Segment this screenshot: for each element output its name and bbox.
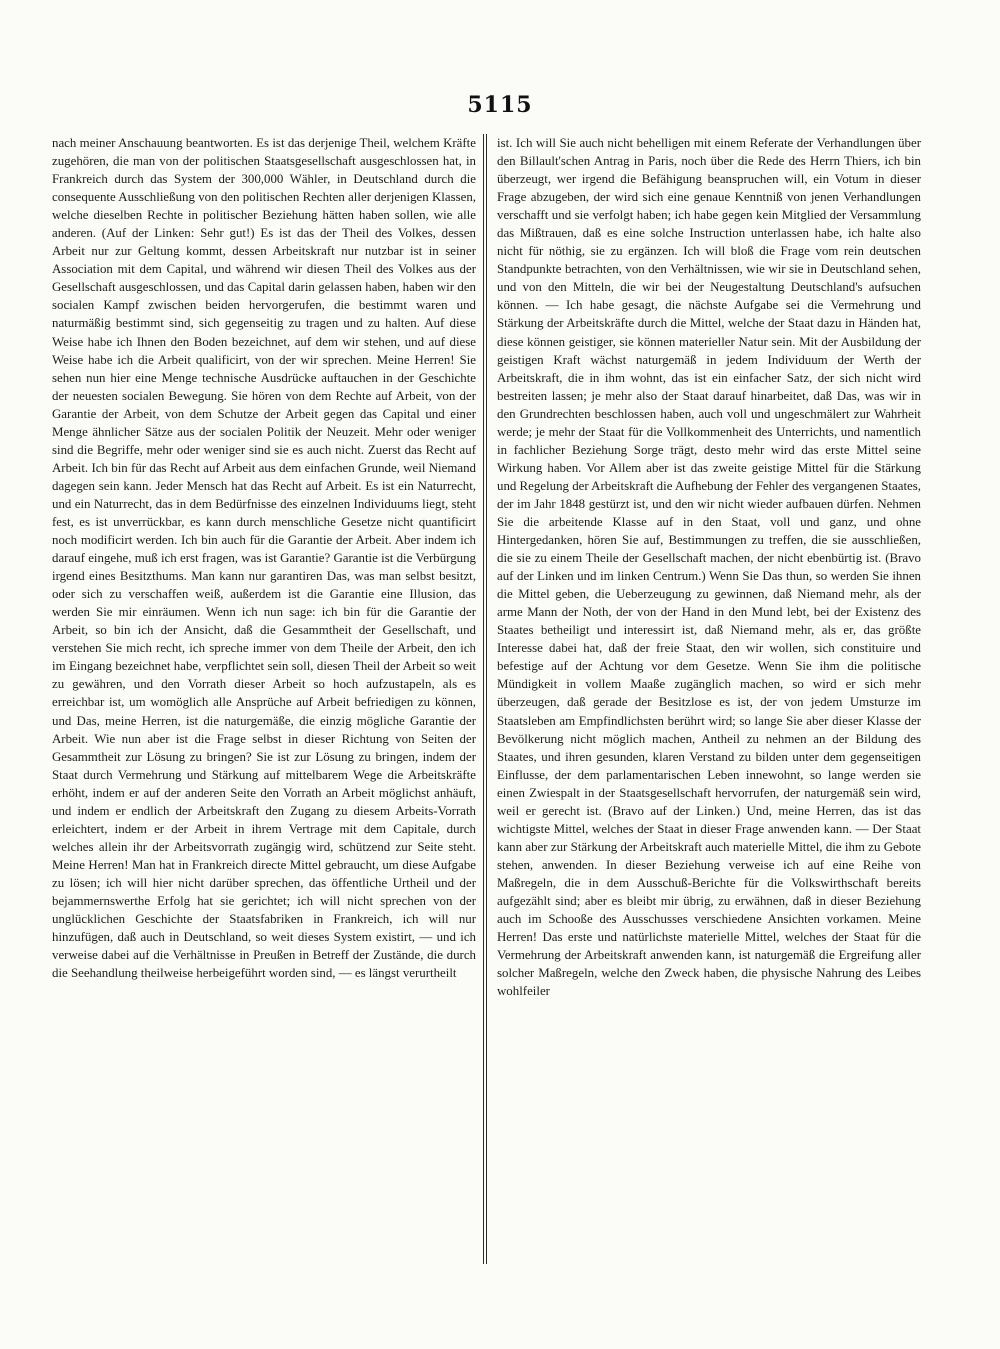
- right-column-text: ist. Ich will Sie auch nicht behelligen mit einem Referate der Verhandlungen über den Billault'schen Antrag in Paris, noch über die Rede des Herrn Thiers, ich bin überzeugt, wer irgend die Befähigung beanspruchen will, ein Votum in dieser Frage abzugeben, der wird sich eine genaue Kenntniß von jenen Verhandlungen verschafft und sie verfolgt haben; ich habe gegen kein Mitglied der Versammlung das Mißtrauen, daß es eine solche Instruction unterlassen habe, ich halte also nicht für nöthig, sie zu ergänzen. Ich will bloß die Frage vom rein deutschen Standpunkte betrachten, von den Verhältnissen, wie wir sie in Deutschland sehen, und von den Mitteln, die wir bei der Neugestaltung Deutschland's aufsuchen können. — Ich habe gesagt, die nächste Aufgabe sei die Vermehrung und Stärkung der Arbeitskräfte durch die Mittel, welche der Staat dazu in Händen hat, diese können geistiger, sie können materieller Natur sein. Mit der Ausbildung der geistigen Kraft wächst naturgemäß in jedem Individuum der Werth der Arbeitskraft, die in ihm wohnt, das ist ein einfacher Satz, der sich nicht wird bestreiten lassen; je mehr also der Staat darauf hinarbeitet, daß Das, was wir in den Grundrechten beschlossen haben, auch voll und ungeschmälert zur Wahrheit werde; je mehr der Staat für die Vollkommenheit des Unterrichts, und namentlich in fachlicher Beziehung Sorge trägt, desto mehr wird das erste Mittel seine Wirkung haben. Vor Allem aber ist das zweite geistige Mittel für die Stärkung und Regelung der Arbeitskraft die Aufhebung der Fehler des vergangenen Staates, der im Jahr 1848 gestürzt ist, und den wir nicht wieder aufbauen dürfen. Nehmen Sie die arbeitende Klasse auf in den Staat, voll und ganz, und ohne Hintergedanken, hören Sie auf, Bestimmungen zu treffen, die sie ausschließen, die sie zu einem Theile der Gesellschaft machen, der nicht ebenbürtig ist. (Bravo auf der Linken und im linken Centrum.) Wenn Sie Das thun, so werden Sie ihnen die Mittel geben, die Ueberzeugung zu gewinnen, daß Niemand mehr, als der arme Mann der Noth, der von der Hand in den Mund lebt, bei der Existenz des Staates betheiligt und interessirt ist, daß Niemand mehr, als er, das größte Interesse dabei hat, daß der freie Staat, den wir wollen, sich constituire und befestige auf der Achtung vor dem Gesetze. Wenn Sie ihm die politische Mündigkeit in vollem Maaße zugänglich machen, so wird er sich mehr überzeugen, daß gerade der Besitzlose es ist, der von jedem Umsturze im Staatsleben am Empfindlichsten berührt wird; so lange Sie aber dieser Klasse der Bevölkerung nicht möglich machen, Antheil zu nehmen an der Bildung des Staates, und ihren gesunden, klaren Verstand zu bilden unter dem gegenseitigen Einflusse, der dem parlamentarischen Leben innewohnt, so lange werden sie einen Zwiespalt in der Staatsgesellschaft hervorrufen, der naturgemäß sein wird, weil er gerecht ist. (Bravo auf der Linken.) Und, meine Herren, das ist das wichtigste Mittel, welches der Staat in dieser Frage anwenden kann. — Der Staat kann aber zur Stärkung der Arbeitskraft auch materielle Mittel, die ihm zu Gebote stehen, anwenden. In dieser Beziehung verweise ich auf eine Reihe von Maßregeln, die in dem Ausschuß-Berichte für die Volkswirthschaft bereits aufgezählt sind; aber es bleibt mir übrig, zu erwähnen, daß in dieser Beziehung auch im Schooße des Ausschusses verschiedene Ansichten vorkamen. Meine Herren! Das erste und natürlichste materielle Mittel, welches der Staat für die Vermehrung der Arbeitskraft anwenden kann, ist naturgemäß die Ergreifung aller solcher Maßregeln, welche den Zweck haben, die physische Nahrung des Leibes wohlfeiler: [497, 136, 921, 999]
- left-column-text: nach meiner Anschauung beantworten. Es ist das derjenige Theil, welchem Kräfte zugehören, die man von der politischen Staatsgesellschaft ausgeschlossen hat, in Frankreich durch das System der 300,000 Wähler, in Deutschland durch die consequente Ausschließung von den politischen Rechten aller derjenigen Klassen, welche dieselben Rechte in politischer Beziehung hätten haben sollen, wie alle anderen. (Auf der Linken: Sehr gut!) Es ist das der Theil des Volkes, dessen Arbeit nur zur Geltung kommt, dessen Arbeitskraft nur nutzbar ist in seiner Association mit dem Capital, und während wir diesen Theil des Volkes aus der Gesellschaft ausgeschlossen, und das Capital darin gelassen haben, haben wir den socialen Kampf zwischen beiden hervorgerufen, die bestimmt waren und naturmäßig bestimmt sind, sich gegenseitig zu tragen und zu halten. Auf diese Weise habe ich Ihnen den Boden bezeichnet, auf dem wir stehen, und auf diese Weise habe ich die Arbeit qualificirt, von der wir sprechen. Meine Herren! Sie sehen nun hier eine Menge technische Ausdrücke auftauchen in der Geschichte der neuesten socialen Bewegung. Sie hören von dem Rechte auf Arbeit, von der Garantie der Arbeit, von dem Schutze der Arbeit gegen das Capital und einer Menge ähnlicher Sätze aus der socialen Politik der Neuzeit. Mehr oder weniger sind die Begriffe, mehr oder weniger sind sie es auch nicht. Zuerst das Recht auf Arbeit. Ich bin für das Recht auf Arbeit aus dem einfachen Grunde, weil Niemand dagegen sein kann. Jeder Mensch hat das Recht auf Arbeit. Es ist ein Naturrecht, und ein Naturrecht, das in dem Bedürfnisse des einzelnen Individuums liegt, steht fest, es ist unverrückbar, es kann durch menschliche Gesetze nicht quantificirt noch modificirt werden. Ich bin auch für die Garantie der Arbeit. Aber indem ich darauf eingehe, muß ich erst fragen, was ist Garantie? Garantie ist die Verbürgung irgend eines Besitzthums. Man kann nur garantiren Das, was man selbst besitzt, oder sich zu verschaffen weiß, außerdem ist die Garantie eine Illusion, das werden Sie mir einräumen. Wenn ich nun sage: ich bin für die Garantie der Arbeit, so bin ich der Ansicht, daß die Gesammtheit der Gesellschaft, und verstehen Sie mich recht, ich spreche immer von dem Theile der Arbeit, den ich im Eingang bezeichnet habe, verpflichtet sein soll, diesen Theil der Arbeit so weit zu gewähren, und den Vorrath dieser Arbeit so hoch aufzustapeln, als es erreichbar ist, um womöglich alle Ansprüche auf Arbeit befriedigen zu können, und Das, meine Herren, ist die naturgemäße, die einzig mögliche Garantie der Arbeit. Wie nun aber ist die Frage selbst in dieser Richtung von Seiten der Gesammtheit zur Lösung zu bringen? Sie ist zur Lösung zu bringen, indem der Staat durch Vermehrung und Stärkung auf mittelbarem Wege die Arbeitskräfte erhöht, indem er auf der anderen Seite den Vorrath an Arbeit möglichst anhäuft, und indem er endlich der Arbeitskraft den Zugang zu diesem Arbeits-Vorrath erleichtert, indem er der Arbeit in ihrem Vertrage mit dem Capitale, durch welches allein ihr der Arbeitsvorrath zugängig wird, schützend zur Seite steht. Meine Herren! Man hat in Frankreich directe Mittel gebraucht, um diese Aufgabe zu lösen; ich will hier nicht darüber sprechen, das öffentliche Urtheil und der bejammernswerthe Erfolg hat sie gerichtet; ich will nicht sprechen von der unglücklichen Geschichte der Staatsfabriken in Frankreich, ich will nur hinzufügen, daß auch in Deutschland, so weit dieses System existirt, — und ich verweise dabei auf die Verhältnisse in Preußen in Betreff der Zustände, die durch die Seehandlung theilweise herbeigeführt worden sind, — es längst verurtheilt: [52, 136, 476, 981]
- left-text-column: [52, 134, 476, 1264]
- column-divider: [483, 134, 487, 1264]
- page-number: 5115: [467, 92, 533, 118]
- right-text-column: [497, 134, 921, 1264]
